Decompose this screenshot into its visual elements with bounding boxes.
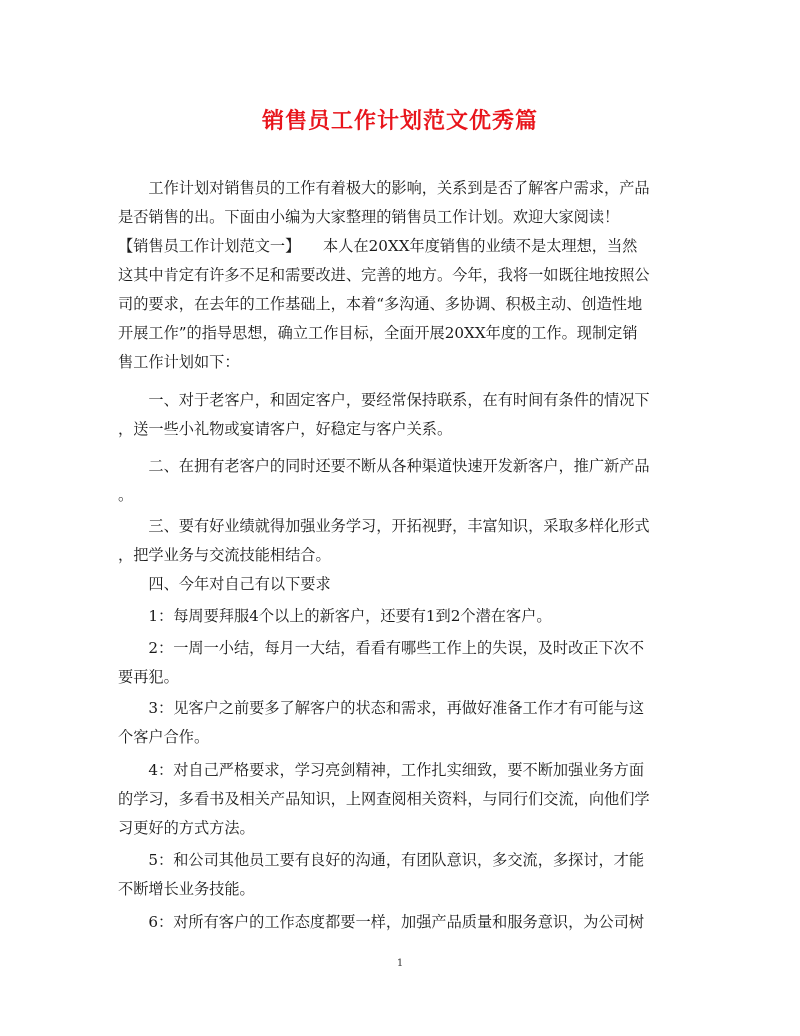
- text-line: 习更好的方式方法。: [118, 819, 255, 837]
- document-title: 销售员工作计划范文优秀篇: [261, 108, 538, 134]
- page-number: 1: [396, 958, 404, 969]
- text-line: 6：对所有客户的工作态度都要一样，加强产品质量和服务意识，为公司树: [118, 913, 645, 931]
- text-line: ，送一些小礼物或宴请客户，好稳定与客户关系。: [118, 420, 453, 438]
- text-line: 一、对于老客户，和固定客户，要经常保持联系，在有时间有条件的情况下: [118, 391, 650, 409]
- plan-item-4-heading: [118, 570, 684, 599]
- text-line: 这其中肯定有许多不足和需要改进、完善的地方。今年，我将一如既往地按照公: [118, 266, 650, 284]
- requirement-2: [118, 634, 684, 692]
- text-line: 1：每周要拜服4个以上的新客户，还要有1到2个潜在客户。: [118, 607, 552, 625]
- plan-item-2: [118, 452, 684, 510]
- text-line: 四、今年对自己有以下要求: [118, 575, 331, 593]
- plan-item-3: [118, 512, 684, 570]
- text-line: 2：一周一小结，每月一大结，看看有哪些工作上的失误，及时改正下次不: [118, 639, 645, 657]
- text-line: 二、在拥有老客户的同时还要不断从各种渠道快速开发新客户，推广新产品: [118, 457, 650, 475]
- requirement-5: [118, 846, 684, 904]
- requirement-1: [118, 602, 684, 631]
- text-line: 。: [118, 486, 134, 504]
- text-line: 售工作计划如下：: [118, 353, 240, 371]
- requirement-6: [118, 908, 684, 937]
- plan-item-1: [118, 386, 684, 444]
- text-line: 要再犯。: [118, 668, 179, 686]
- text-line: 4：对自己严格要求，学习亮剑精神，工作扎实细致，要不断加强业务方面: [118, 761, 645, 779]
- text-line: 是否销售的出。下面由小编为大家整理的销售员工作计划。欢迎大家阅读！: [118, 208, 620, 226]
- text-line: 【销售员工作计划范文一】 本人在20XX年度销售的业绩不是太理想，当然: [118, 237, 638, 255]
- text-line: 工作计划对销售员的工作有着极大的影响，关系到是否了解客户需求，产品: [118, 179, 650, 197]
- intro-block: [118, 174, 684, 377]
- requirement-3: [118, 694, 684, 752]
- text-line: 的学习，多看书及相关产品知识，上网查阅相关资料，与同行们交流，向他们学: [118, 790, 650, 808]
- text-line: 司的要求，在去年的工作基础上，本着“多沟通、多协调、积极主动、创造性地: [118, 295, 643, 313]
- text-line: ，把学业务与交流技能相结合。: [118, 546, 331, 564]
- text-line: 不断增长业务技能。: [118, 880, 255, 898]
- text-line: 5：和公司其他员工要有良好的沟通，有团队意识，多交流，多探讨，才能: [118, 851, 645, 869]
- text-line: 个客户合作。: [118, 728, 210, 746]
- text-line: 三、要有好业绩就得加强业务学习，开拓视野，丰富知识，采取多样化形式: [118, 517, 650, 535]
- text-line: 开展工作”的指导思想，确立工作目标，全面开展20XX年度的工作。现制定销: [118, 324, 638, 342]
- requirement-4: [118, 756, 684, 843]
- text-line: 3：见客户之前要多了解客户的状态和需求，再做好准备工作才有可能与这: [118, 699, 645, 717]
